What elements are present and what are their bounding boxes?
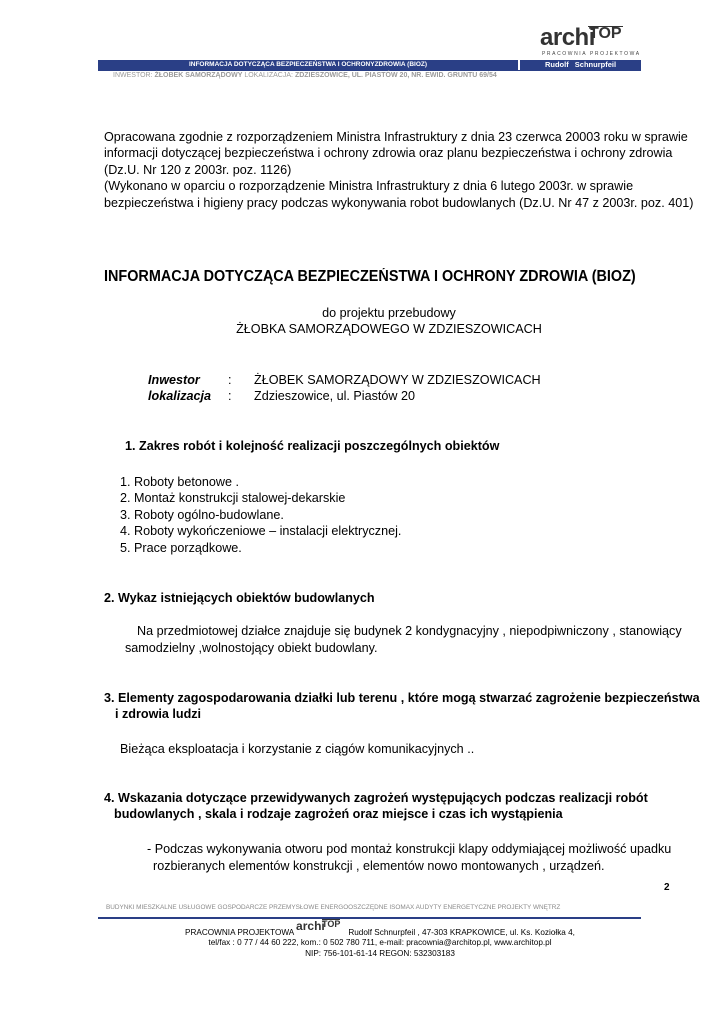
- section1-heading: 1. Zakres robót i kolejność realizacji poszczególnych obiektów: [125, 439, 500, 453]
- header-divider: [98, 70, 641, 71]
- logo-top-text: TOP: [589, 25, 622, 42]
- investor-block: [148, 372, 541, 405]
- section2-text-line1: Na przedmiotowej działce znajduje się budynek 2 kondygnacyjny , niepodpiwniczony , stanowiący: [137, 624, 682, 638]
- footer-tax-ids: NIP: 756-101-61-14 REGON: 532303183: [305, 948, 455, 958]
- list-item: 3. Roboty ogólno-budowlane.: [120, 507, 284, 522]
- list-item: 2. Montaż konstrukcji stalowej-dekarskie: [120, 491, 346, 506]
- section4-heading-cont: budowlanych , skala i rodzaje zagrożeń oraz miejsce i czas ich wystąpienia: [114, 807, 563, 821]
- section2-text-line2: samodzielny ,wolnostojący obiekt budowlany.: [125, 641, 378, 655]
- intro-line: Opracowana zgodnie z rozporządzeniem Ministra Infrastruktury z dnia 23 czerwca 20003 roku w sprawie: [104, 130, 688, 144]
- investor-colon: :: [228, 373, 232, 387]
- footer-categories: BUDYNKI MIESZKALNE USŁUGOWE GOSPODARCZE PRZEMYSŁOWE ENERGOOSZCZĘDNE ISOMAX AUDYTY ENERGETYCZNE PROJEKTY WNĘTRZ: [106, 904, 561, 911]
- investor-row: [148, 372, 541, 388]
- location-label: lokalizacja: [148, 389, 212, 404]
- footer-contact: tel/fax : 0 77 / 44 60 222, kom.: 0 502 780 711, e-mail: pracownia@architop.pl, www.architop.pl: [208, 938, 552, 948]
- section2-heading: 2. Wykaz istniejących obiektów budowlanych: [104, 591, 375, 605]
- document-title: INFORMACJA DOTYCZĄCA BEZPIECZEŃSTWA I OCHRONY ZDROWIA (BIOZ): [104, 268, 636, 285]
- footer-address: [140, 919, 620, 959]
- logo-archi-text: archi: [540, 24, 595, 51]
- section4-text-line1: - Podczas wykonywania otworu pod montaż konstrukcji klapy oddymiającej możliwość upadku: [147, 842, 672, 856]
- footer-architop-logo: [296, 919, 346, 936]
- section3-text: Bieżąca eksploatacja i korzystanie z ciągów komunikacyjnych ..: [120, 742, 475, 756]
- page-number: 2: [664, 882, 670, 893]
- footer-logo-archi: archi: [296, 919, 325, 933]
- header-subline: [113, 72, 497, 79]
- header-investor-value: ŻŁOBEK SAMORZĄDOWY: [154, 72, 243, 79]
- footer-address-line1: [140, 919, 620, 938]
- header-title-bar: INFORMACJA DOTYCZĄCA BEZPIECZEŃSTWA I OCHRONYZDROWIA (BIOZ): [98, 60, 518, 70]
- intro-line: informacji dotyczącej bezpieczeństwa i ochrony zdrowia oraz planu bezpieczeństwa i ochrony zdrowia: [104, 146, 673, 161]
- intro-paragraph: [104, 129, 693, 211]
- section3-heading-cont: i zdrowia ludzi: [115, 707, 202, 721]
- document-subtitle: do projektu przebudowy: [322, 306, 456, 320]
- header-location-value: ZDZIESZOWICE, UL. PIASTÓW 20, NR. EWID. GRUNTU 69/54: [294, 72, 497, 79]
- section4-text-line2: rozbieranych elementów konstrukcji , elementów nowo montowanych , urządzeń.: [153, 859, 605, 873]
- footer-divider: [98, 917, 641, 919]
- section1-list: [120, 474, 401, 556]
- investor-label: Inwestor: [148, 373, 200, 387]
- footer-studio-name: PRACOWNIA PROJEKTOWA: [185, 928, 294, 937]
- section4-heading: 4. Wskazania dotyczące przewidywanych zagrożeń występujących podczas realizacji robót: [104, 791, 648, 805]
- location-value: Zdzieszowice, ul. Piastów 20: [254, 389, 415, 404]
- location-row: [148, 388, 541, 404]
- list-item: 1. Roboty betonowe .: [120, 475, 240, 489]
- logo-subtitle: PRACOWNIA PROJEKTOWA: [542, 51, 641, 57]
- list-item: 4. Roboty wykończeniowe – instalacji elektrycznej.: [120, 524, 402, 539]
- document-subtitle-project: ŻŁOBKA SAMORZĄDOWEGO W ZDZIESZOWICACH: [236, 322, 542, 336]
- footer-logo-top: TOP: [322, 919, 341, 929]
- intro-line: (Wykonano w oparciu o rozporządzenie Ministra Infrastruktury z dnia 6 lutego 2003r. w sprawie: [104, 179, 634, 194]
- footer-owner-address: Rudolf Schnurpfeil , 47-303 KRAPKOWICE, ul. Ks. Koziołka 4,: [348, 928, 575, 937]
- location-colon: :: [228, 389, 232, 404]
- header-location-label: LOKALIZACJA:: [244, 72, 293, 79]
- intro-line: (Dz.U. Nr 120 z 2003r. poz. 1126): [104, 162, 292, 177]
- section3-heading: 3. Elementy zagospodarowania działki lub terenu , które mogą stwarzać zagrożenie bezpieczeństwa: [104, 691, 700, 705]
- header-investor-label: INWESTOR:: [113, 72, 153, 79]
- header-author-bar: Rudolf Schnurpfeil: [520, 60, 641, 70]
- architop-logo: [540, 24, 640, 60]
- intro-line: bezpieczeństwa i higieny pracy podczas wykonywania robot budowlanych (Dz.U. Nr 47 z 2003r. poz. 401): [104, 195, 694, 210]
- investor-value: ŻŁOBEK SAMORZĄDOWY W ZDZIESZOWICACH: [254, 373, 541, 387]
- list-item: 5. Prace porządkowe.: [120, 540, 242, 555]
